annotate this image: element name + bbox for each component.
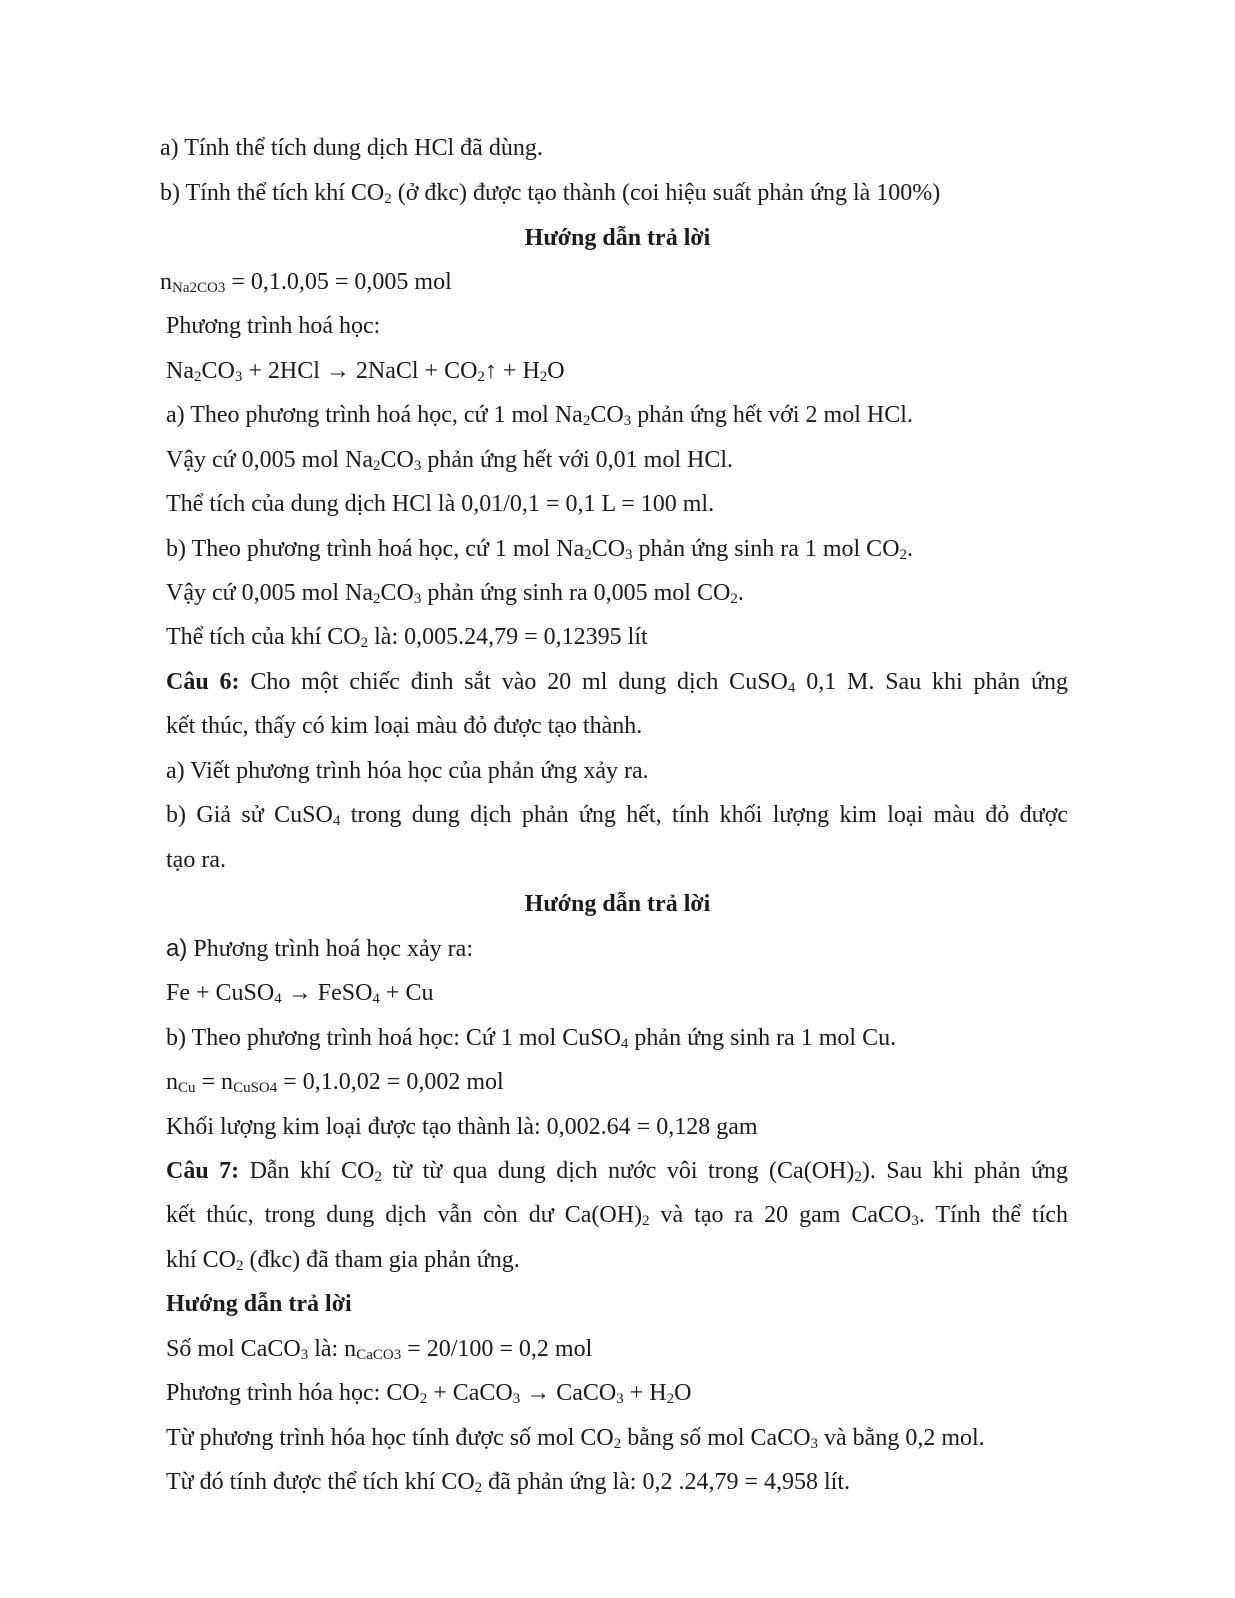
line-question-a: a) Tính thể tích dung dịch HCl đã dùng. <box>160 135 543 161</box>
line-question-7-2: kết thúc, trong dung dịch vẫn còn dư $Ca(OH)_2$ và tạo ra 20 gam CaCO$_3$. Tính thể tích <box>166 1202 1069 1229</box>
line-answer6-b-2: $n_{Cu} = n_{CuSO4} = 0,1.0,02 = 0,002$ mol <box>166 1069 504 1096</box>
heading-answer-guide-1: Hướng dẫn trả lời <box>524 225 711 251</box>
heading-answer-guide-2: Hướng dẫn trả lời <box>524 891 711 917</box>
line-question-7-1: Câu 7: Dẫn khí $CO_2$ từ từ qua dung dịch nước vôi trong $(Ca(OH)_2)$. Sau khi phản ứng <box>166 1158 1068 1185</box>
line-question-6-1: Câu 6: Cho một chiếc đinh sắt vào 20 ml dung dịch CuSO$_4$ 0,1 M. Sau khi phản ứng <box>166 669 1068 696</box>
line-answer6-b-1: b) Theo phương trình hoá học: Cứ 1 mol CuSO$_4$ phản ứng sinh ra 1 mol Cu. <box>166 1025 897 1052</box>
line-answer7-2: Phương trình hóa học: $CO_2$ + CaCO$_3$ → CaCO$_3$ + $H_2O$ <box>166 1380 692 1407</box>
line-answer7-3: Từ phương trình hóa học tính được số mol $CO_2$ bằng số mol CaCO$_3$ và bằng 0,2 mol. <box>166 1425 985 1452</box>
line-answer-b-2: Vậy cứ 0,005 mol $Na_2CO_3$ phản ứng sinh ra 0,005 mol $CO_2$. <box>166 580 744 607</box>
line-moles-na2co3: $n_{Na2CO3} = 0,1.0,05 = 0,005$ mol <box>160 269 452 296</box>
line-answer-b-3: Thể tích của khí $CO_2$ là: 0,005.24,79 = 0,12395 lít <box>166 624 648 651</box>
heading-answer-guide-3: Hướng dẫn trả lời <box>166 1291 352 1317</box>
line-equation-2: Fe + CuSO$_4$ → FeSO$_4$ + Cu <box>166 980 434 1007</box>
line-answer6-b-3: Khối lượng kim loại được tạo thành là: 0,002.64 = 0,128 gam <box>166 1114 758 1140</box>
line-question-6-b: b) Giả sử CuSO$_4$ trong dung dịch phản ứng hết, tính khối lượng kim loại màu đỏ được <box>166 802 1068 829</box>
line-answer7-4: Từ đó tính được thể tích khí $CO_2$ đã phản ứng là: 0,2 .24,79 = 4,958 lít. <box>166 1469 851 1496</box>
line-question-6-a: a) Viết phương trình hóa học của phản ứng xảy ra. <box>166 758 649 784</box>
line-question-b: b) Tính thể tích khí $CO_2$ (ở đkc) được tạo thành (coi hiệu suất phản ứng là 100%) <box>160 180 941 207</box>
line-question-7-3: khí $CO_2$ (đkc) đã tham gia phản ứng. <box>166 1247 520 1274</box>
line-question-6-b-cont: tạo ra. <box>166 847 226 873</box>
line-answer-b-1: b) Theo phương trình hoá học, cứ 1 mol $Na_2CO_3$ phản ứng sinh ra 1 mol $CO_2$. <box>166 536 914 563</box>
line-answer-a-2: Vậy cứ 0,005 mol $Na_2CO_3$ phản ứng hết với 0,01 mol HCl. <box>166 447 733 474</box>
line-answer7-1: Số mol CaCO$_3$ là: $n_{CaCO3} = 20/100 = 0,2$ mol <box>166 1336 593 1363</box>
line-equation-label: Phương trình hoá học: <box>166 313 381 339</box>
line-answer6-a-label: a) Phương trình hoá học xảy ra: <box>166 935 473 962</box>
line-answer-a-3: Thể tích của dung dịch HCl là 0,01/0,1 = 0,1 L = 100 ml. <box>166 491 715 517</box>
line-answer-a-1: a) Theo phương trình hoá học, cứ 1 mol $Na_2CO_3$ phản ứng hết với 2 mol HCl. <box>166 402 913 429</box>
line-question-6-2: kết thúc, thấy có kim loại màu đỏ được tạo thành. <box>166 713 643 739</box>
line-equation-1: $Na_2CO_3 + 2HCl$ → 2NaCl + $CO_2↑ + H_2O$ <box>166 358 565 385</box>
